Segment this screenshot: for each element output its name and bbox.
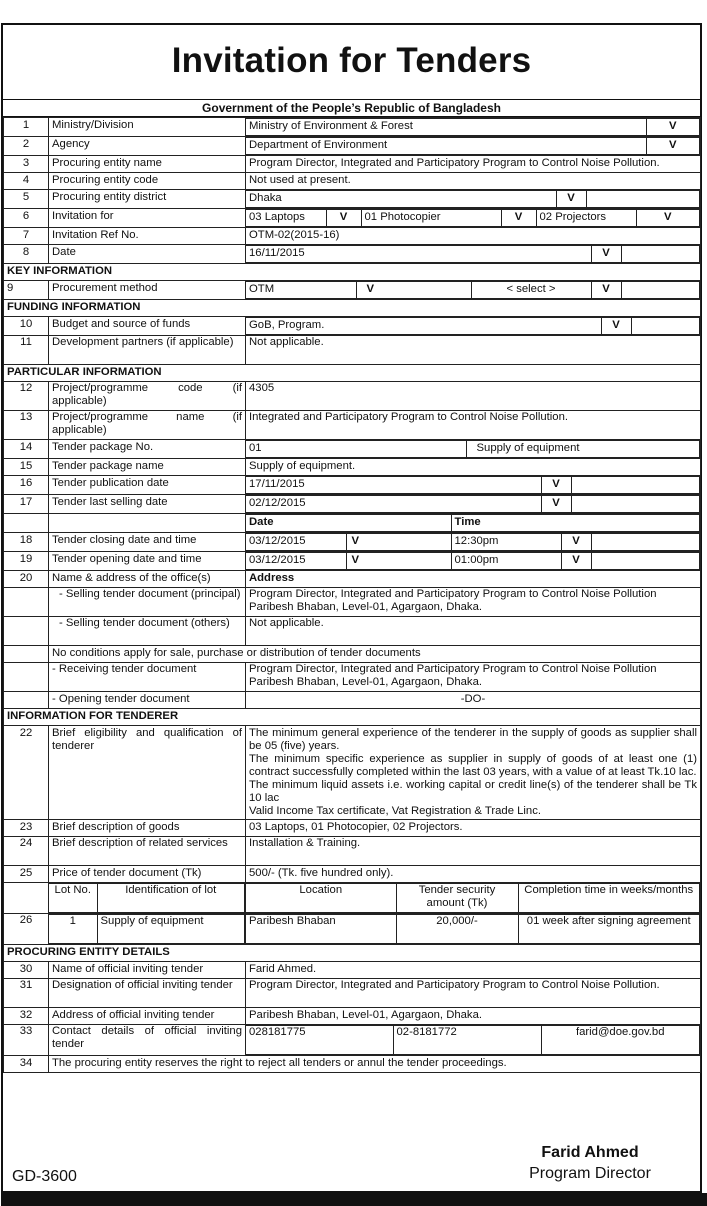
row-value-cell (246, 495, 701, 514)
empty-cell (4, 883, 49, 914)
dropdown-marker: V (601, 318, 631, 335)
row-23 (4, 820, 701, 837)
row-number: 11 (4, 336, 49, 365)
row-number: 23 (4, 820, 49, 837)
dropdown-marker: V (556, 191, 586, 208)
row-22 (4, 726, 701, 820)
row-label: Procuring entity district (49, 190, 246, 209)
section-procuring-entity-details (4, 945, 701, 962)
signatory-title: Program Director (529, 1165, 651, 1182)
row-selling-others (4, 617, 701, 646)
row-30 (4, 962, 701, 979)
row-label: Procuring entity name (49, 156, 246, 173)
row-34 (4, 1056, 701, 1073)
row-label: Tender opening date and time (49, 552, 246, 571)
row-label: Invitation Ref No. (49, 228, 246, 245)
agency-value: Department of Environment (246, 138, 646, 155)
row-number: 30 (4, 962, 49, 979)
section-funding-information (4, 300, 701, 317)
row-value: Program Director, Integrated and Participatory Program to Control Noise Pollution Paribesh Bhaban, Level-01, Agargaon, Dhaka. (246, 663, 701, 692)
row-label: Brief description of goods (49, 820, 246, 837)
row-opening (4, 692, 701, 709)
bottom-rule (1, 1193, 707, 1206)
dropdown-marker: V (646, 119, 700, 136)
method-select: < select > (471, 282, 591, 299)
row-17 (4, 495, 701, 514)
empty-cell (4, 514, 49, 533)
row-number: 19 (4, 552, 49, 571)
row-label: - Receiving tender document (49, 663, 246, 692)
row-value: Not used at present. (246, 173, 701, 190)
row-7 (4, 228, 701, 245)
row-value-cell (246, 317, 701, 336)
row-label: Agency (49, 137, 246, 156)
ministry-value: Ministry of Environment & Forest (246, 119, 646, 136)
row-10 (4, 317, 701, 336)
row-number: 31 (4, 979, 49, 1008)
header (3, 25, 700, 100)
publication-date: 17/11/2015 (246, 477, 541, 494)
row-number: 5 (4, 190, 49, 209)
row-value: 500/- (Tk. five hundred only). (246, 866, 701, 883)
row-32 (4, 1008, 701, 1025)
date-heading: Date (246, 515, 451, 532)
completion-heading: Completion time in weeks/months (518, 884, 700, 913)
row-18 (4, 533, 701, 552)
row-20 (4, 571, 701, 588)
lot-identification-heading: Identification of lot (97, 884, 245, 913)
row-label: Address of official inviting tender (49, 1008, 246, 1025)
row-value: Program Director, Integrated and Participatory Program to Control Noise Pollution Paribesh Bhaban, Level-01, Agargaon, Dhaka. (246, 588, 701, 617)
row-value-cell (246, 552, 701, 571)
row-value: Not applicable. (246, 336, 701, 365)
package-number: 01 (246, 441, 466, 458)
section-information-for-tenderer (4, 709, 701, 726)
row-label: Price of tender document (Tk) (49, 866, 246, 883)
section-particular-information (4, 365, 701, 382)
row-note: The procuring entity reserves the right to reject all tenders or annul the tender proceedings. (49, 1056, 701, 1073)
row-label: Date (49, 245, 246, 264)
notice-code: GD-3600 (12, 1168, 77, 1185)
row-31 (4, 979, 701, 1008)
lot-number-heading: Lot No. (49, 884, 97, 913)
row-value-cell (246, 137, 701, 156)
row-no-conditions (4, 646, 701, 663)
dropdown-marker: V (541, 477, 571, 494)
lot-identification: Supply of equipment (97, 915, 245, 944)
eligibility-certificates: Valid Income Tax certificate, Vat Registration & Trade Linc. (249, 805, 541, 817)
row-2 (4, 137, 701, 156)
row-date-time-head (4, 514, 701, 533)
empty-cell (4, 646, 49, 663)
row-lot-head (4, 883, 701, 914)
contact-phone-1: 028181775 (246, 1026, 393, 1055)
row-4 (4, 173, 701, 190)
row-label: Development partners (if applicable) (49, 336, 246, 365)
row-label: - Selling tender document (principal) (49, 588, 246, 617)
section-heading: PARTICULAR INFORMATION (4, 365, 701, 382)
row-16 (4, 476, 701, 495)
row-label: Tender last selling date (49, 495, 246, 514)
row-number: 26 (4, 914, 49, 945)
section-heading: INFORMATION FOR TENDERER (4, 709, 701, 726)
row-14 (4, 440, 701, 459)
row-number: 33 (4, 1025, 49, 1056)
row-label: Project/programme name (if applicable) (49, 411, 246, 440)
row-value: Farid Ahmed. (246, 962, 701, 979)
dropdown-marker: V (346, 553, 451, 570)
selling-date: 02/12/2015 (246, 496, 541, 513)
row-number: 1 (4, 118, 49, 137)
row-label: Tender publication date (49, 476, 246, 495)
row-value-cell (246, 533, 701, 552)
time-heading: Time (451, 515, 700, 532)
dropdown-marker: V (561, 534, 591, 551)
row-number: 32 (4, 1008, 49, 1025)
row-value: -DO- (246, 692, 701, 709)
closing-time: 12:30pm (451, 534, 561, 551)
lot-security: 20,000/- (396, 915, 518, 944)
row-19 (4, 552, 701, 571)
row-13 (4, 411, 701, 440)
row-label: Ministry/Division (49, 118, 246, 137)
row-6 (4, 209, 701, 228)
lot-head-left (49, 883, 246, 914)
row-15 (4, 459, 701, 476)
eligibility-liquid-assets: The minimum liquid assets i.e. working capital or credit line(s) of the tenderer shall be Tk 10 lac (249, 779, 697, 804)
signatory-name: Farid Ahmed (541, 1144, 639, 1161)
opening-time: 01:00pm (451, 553, 561, 570)
row-label: Project/programme code (if applicable) (49, 382, 246, 411)
item-projectors: 02 Projectors (536, 210, 636, 227)
row-value-cell (246, 281, 701, 300)
dropdown-marker: V (326, 210, 361, 227)
row-label: Designation of official inviting tender (49, 979, 246, 1008)
row-9 (4, 281, 701, 300)
row-label: - Selling tender document (others) (49, 617, 246, 646)
lot-right (246, 914, 701, 945)
tender-table (3, 117, 701, 1073)
page-title: Invitation for Tenders (171, 41, 532, 80)
empty-cell (4, 663, 49, 692)
row-number: 22 (4, 726, 49, 820)
row-5 (4, 190, 701, 209)
closing-date: 03/12/2015 (246, 534, 346, 551)
budget-value: GoB, Program. (246, 318, 601, 335)
row-value-cell (246, 190, 701, 209)
district-value: Dhaka (246, 191, 556, 208)
row-value: 03 Laptops, 01 Photocopier, 02 Projectors. (246, 820, 701, 837)
empty-cell (4, 617, 49, 646)
row-label: Procuring entity code (49, 173, 246, 190)
row-3 (4, 156, 701, 173)
row-label: Procurement method (49, 281, 246, 300)
location-heading: Location (246, 884, 396, 913)
row-value-cell (246, 440, 701, 459)
row-number: 25 (4, 866, 49, 883)
signature-block (520, 1143, 660, 1185)
lot-left (49, 914, 246, 945)
empty-cell (49, 514, 246, 533)
row-number: 4 (4, 173, 49, 190)
row-label: Budget and source of funds (49, 317, 246, 336)
dropdown-marker: V (346, 534, 451, 551)
row-number: 15 (4, 459, 49, 476)
row-number: 18 (4, 533, 49, 552)
lot-location: Paribesh Bhaban (246, 915, 396, 944)
row-value: OTM-02(2015-16) (246, 228, 701, 245)
eligibility-general: The minimum general experience of the tenderer in the supply of goods as supplier shall be 05 (five) years. (249, 727, 697, 752)
row-value-cell (246, 514, 701, 533)
lot-completion: 01 week after signing agreement (518, 915, 700, 944)
row-number: 12 (4, 382, 49, 411)
row-value-cell (246, 118, 701, 137)
row-25 (4, 866, 701, 883)
date-value: 16/11/2015 (246, 246, 591, 263)
row-number: 6 (4, 209, 49, 228)
dropdown-marker: V (591, 246, 621, 263)
row-label: Tender closing date and time (49, 533, 246, 552)
row-value-cell (246, 209, 701, 228)
row-label: Name of official inviting tender (49, 962, 246, 979)
section-heading: PROCURING ENTITY DETAILS (4, 945, 701, 962)
contact-email: farid@doe.gov.bd (541, 1026, 700, 1055)
row-value: Not applicable. (246, 617, 701, 646)
lot-number: 1 (49, 915, 97, 944)
row-label: - Opening tender document (49, 692, 246, 709)
security-heading: Tender security amount (Tk) (396, 884, 518, 913)
row-8 (4, 245, 701, 264)
row-label: Brief description of related services (49, 837, 246, 866)
lot-head-right (246, 883, 701, 914)
row-number: 2 (4, 137, 49, 156)
row-label: Brief eligibility and qualification of tenderer (49, 726, 246, 820)
row-label: Invitation for (49, 209, 246, 228)
row-number: 8 (4, 245, 49, 264)
row-33 (4, 1025, 701, 1056)
section-key-information (4, 264, 701, 281)
row-selling-principal (4, 588, 701, 617)
dropdown-marker: V (561, 553, 591, 570)
row-label: Tender package name (49, 459, 246, 476)
dropdown-marker: V (646, 138, 700, 155)
row-1 (4, 118, 701, 137)
row-number: 3 (4, 156, 49, 173)
row-number: 20 (4, 571, 49, 588)
eligibility-cell (246, 726, 701, 820)
item-laptops: 03 Laptops (246, 210, 326, 227)
empty-cell (4, 588, 49, 617)
section-heading: FUNDING INFORMATION (4, 300, 701, 317)
address-heading: Address (246, 571, 701, 588)
row-value: Program Director, Integrated and Participatory Program to Control Noise Pollution. (246, 979, 701, 1008)
dropdown-marker: V (541, 496, 571, 513)
row-value-cell (246, 476, 701, 495)
dropdown-marker: V (591, 282, 621, 299)
row-number: 14 (4, 440, 49, 459)
empty-cell (4, 692, 49, 709)
dropdown-marker: V (356, 282, 471, 299)
government-heading: Government of the People’s Republic of Bangladesh (3, 100, 700, 117)
item-photocopier: 01 Photocopier (361, 210, 501, 227)
row-number: 7 (4, 228, 49, 245)
row-number: 34 (4, 1056, 49, 1073)
row-value: Supply of equipment. (246, 459, 701, 476)
row-value-cell (246, 1025, 701, 1056)
row-number: 9 (4, 281, 49, 300)
row-number: 24 (4, 837, 49, 866)
row-receiving (4, 663, 701, 692)
dropdown-marker: V (636, 210, 700, 227)
row-number: 13 (4, 411, 49, 440)
row-number: 16 (4, 476, 49, 495)
contact-phone-2: 02-8181772 (393, 1026, 541, 1055)
row-11 (4, 336, 701, 365)
row-value: Paribesh Bhaban, Level-01, Agargaon, Dhaka. (246, 1008, 701, 1025)
method-value: OTM (246, 282, 356, 299)
row-value-cell (246, 245, 701, 264)
row-26 (4, 914, 701, 945)
row-value: Program Director, Integrated and Participatory Program to Control Noise Pollution. (246, 156, 701, 173)
row-12 (4, 382, 701, 411)
row-value: Integrated and Participatory Program to Control Noise Pollution. (246, 411, 701, 440)
package-type: Supply of equipment (466, 441, 700, 458)
row-label: Contact details of official inviting tender (49, 1025, 246, 1056)
row-label: Tender package No. (49, 440, 246, 459)
dropdown-marker: V (501, 210, 536, 227)
row-number: 10 (4, 317, 49, 336)
row-value: Installation & Training. (246, 837, 701, 866)
row-label: Name & address of the office(s) (49, 571, 246, 588)
opening-date: 03/12/2015 (246, 553, 346, 570)
row-value: 4305 (246, 382, 701, 411)
eligibility-specific: The minimum specific experience as supplier in supply of goods of at least one (1) contract successfully completed within the last 03 years, with a value of at least Tk.10 lac. (249, 753, 697, 778)
row-note: No conditions apply for sale, purchase or distribution of tender documents (49, 646, 701, 663)
row-24 (4, 837, 701, 866)
row-number: 17 (4, 495, 49, 514)
section-heading: KEY INFORMATION (4, 264, 701, 281)
